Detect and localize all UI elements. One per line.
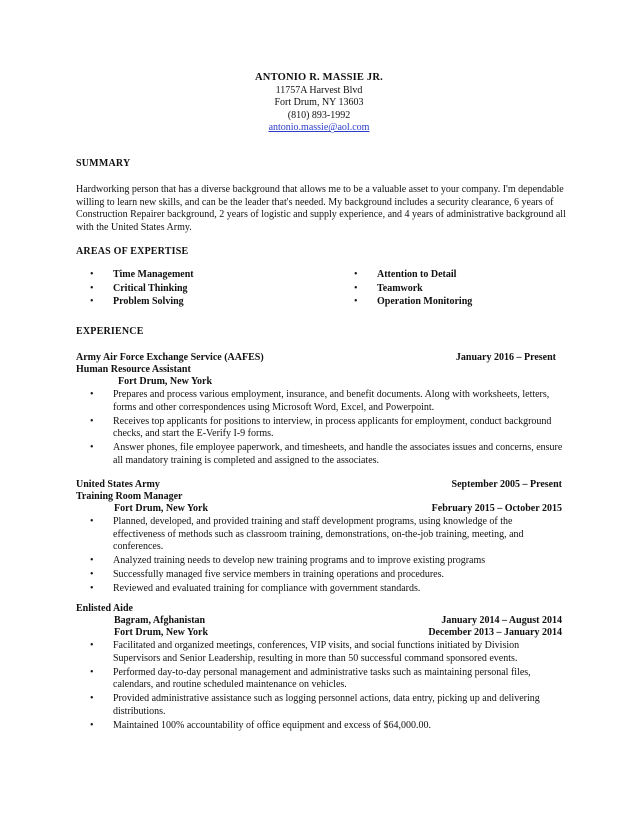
expertise-item: • Teamwork [354,282,423,294]
employer-name: Army Air Force Exchange Service (AAFES) [76,352,264,363]
job-header [76,479,562,492]
expertise-item: • Problem Solving [90,296,184,307]
contact-header [0,72,638,135]
duty-item: • Answer phones, file employee paperwork, and timesheets, and handle the associates issues and concerns, ensure all mandatory training is completed and assigned to the associates. [90,442,563,466]
bullet-icon: • [90,569,94,581]
duty-item: • Receives top applicants for positions to interview, in process applicants for employment, conduct background checks, and start the E-Verify I-9 forms. [90,415,552,440]
expertise-item: • Operation Monitoring [354,296,473,307]
bullet-icon: • [90,693,94,705]
job-location: Fort Drum, New York [118,376,213,387]
bullet-icon: • [90,640,94,651]
job-header [76,352,562,365]
summary-text: Hardworking person that has a diverse background that allows me to be a valuable asset to your company. I'm dependable willing to learn new skills, and can be the leader that's needed. My background includes a security clearance, 6 years of Construction Repairer background, 2 years of logistic and supply experience, and 4 years of administrative background all with the United States Army. [76,184,566,233]
bullet-icon: • [90,555,94,567]
bullet-icon: • [90,415,94,427]
applicant-name: ANTONIO R. MASSIE JR. [255,72,383,83]
location-dates: February 2015 – October 2015 [431,503,562,514]
duty-item: • Maintained 100% accountability of office equipment and excess of $64,000.00. [90,720,432,732]
location-dates: January 2014 – August 2014 [441,615,562,626]
bullet-icon: • [90,282,94,294]
job-location: Fort Drum, New York [114,627,209,638]
job-title: Human Resource Assistant [76,364,191,375]
job-title: Enlisted Aide [76,603,133,614]
job-title: Training Room Manager [76,491,183,502]
email-link[interactable]: antonio.massie@aol.com [268,122,370,134]
job-duties [90,516,566,598]
bullet-icon: • [90,296,94,307]
duty-item: • Facilitated and organized meetings, conferences, VIP visits, and social functions initiated by Division Supervisors and Senior Leadership, resulting in more than 50 successful command sponsored events. [90,640,520,664]
experience-heading: EXPERIENCE [76,326,144,337]
bullet-icon: • [90,516,94,527]
summary-heading: SUMMARY [76,158,131,169]
bullet-icon: • [354,269,358,280]
bullet-icon: • [354,282,358,294]
expertise-item: • Time Management [90,269,194,280]
job-duties [90,389,566,469]
job-duties [90,640,566,734]
employer-name: United States Army [76,479,160,490]
employment-dates: January 2016 – Present [455,352,556,363]
bullet-icon: • [90,583,94,595]
duty-item: • Provided administrative assistance such as logging personnel actions, data entry, picking up and delivering distributions. [90,693,540,717]
duty-item: • Analyzed training needs to develop new training programs and to improve existing programs [90,555,486,567]
bullet-icon: • [354,296,358,307]
expertise-item: • Attention to Detail [354,269,457,280]
duty-item: • Planned, developed, and provided training and staff development programs, using knowledge of the effectiveness of methods such as classroom training, demonstrations, on-the-job training, meeting, and conferences. [90,516,524,553]
bullet-icon: • [90,442,94,454]
employment-dates: September 2005 – Present [451,479,562,490]
bullet-icon: • [90,666,94,678]
job-location: Fort Drum, New York [114,503,209,514]
duty-item: • Prepares and process various employment, insurance, and benefit documents. Along with worksheets, letters, forms and other correspondences using Microsoft Word, Excel, and Powerpoint. [90,389,550,413]
expertise-heading: AREAS OF EXPERTISE [76,246,189,257]
bullet-icon: • [90,389,94,400]
address-line-2: Fort Drum, NY 13603 [274,97,364,109]
expertise-item: • Critical Thinking [90,282,188,294]
bullet-icon: • [90,269,94,280]
address-line-1: 11757A Harvest Blvd [275,84,363,96]
location-dates: December 2013 – January 2014 [428,627,562,638]
bullet-icon: • [90,720,94,732]
job-location: Bagram, Afghanistan [114,615,206,626]
duty-item: • Reviewed and evaluated training for compliance with government standards. [90,583,421,595]
phone-number: (810) 893-1992 [287,109,351,121]
duty-item: • Performed day-to-day personal management and administrative tasks such as maintaining personal files, calendars, and routine scheduled maintenance on vehicles. [90,666,531,691]
duty-item: • Successfully managed five service members in training operations and procedures. [90,569,445,581]
